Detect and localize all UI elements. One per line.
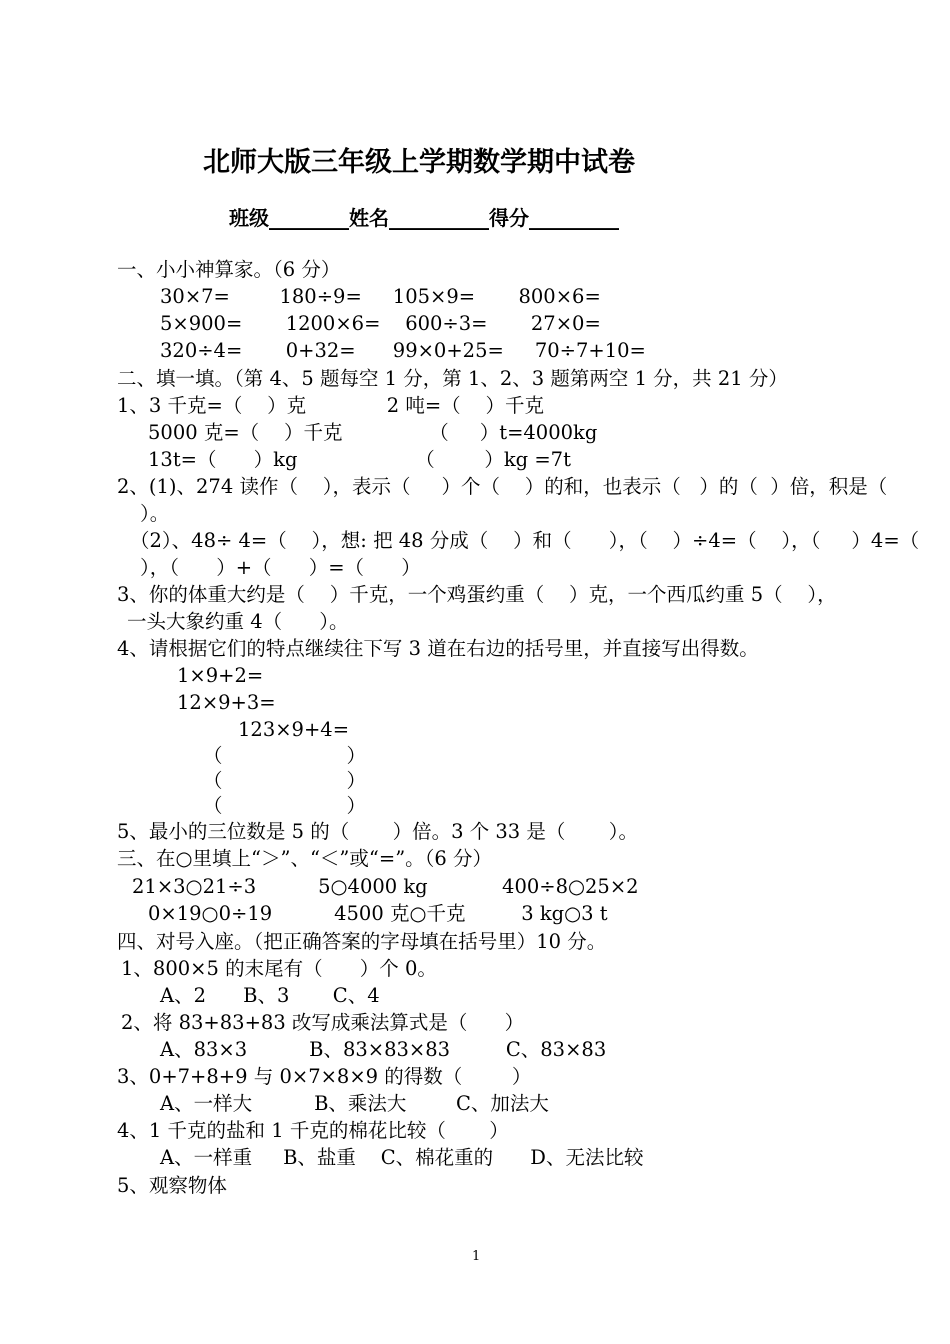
section-4-heading: 四、对号入座。（把正确答案的字母填在括号里）10 分。 xyxy=(117,930,607,953)
q2-4-blank-3: （ ） xyxy=(203,794,366,817)
q2-1-line-2: 5000 克=（ ）千克 （ ）t=4000kg xyxy=(148,421,598,444)
section-1-heading: 一、小小神算家。（6 分） xyxy=(117,258,341,281)
q2-2-2-line-2: ），（ ）+（ ）=（ ） xyxy=(140,556,421,579)
page-title: 北师大版三年级上学期数学期中试卷 xyxy=(203,147,635,178)
q2-2-1-line-1: 2、(1)、274 读作（ ），表示（ ）个（ ）的和，也表示（ ）的（ ）倍，积是（ xyxy=(117,475,888,498)
q4-2-options: A、83×3 B、83×83×83 C、83×83 xyxy=(160,1038,607,1061)
q2-2-2-line-1: （2）、48÷ 4=（ ），想: 把 48 分成（ ）和（ ），（ ）÷4=（ ），（ ）4=（ xyxy=(130,529,920,552)
q2-1-line-1: 1、3 千克=（ ）克 2 吨=（ ）千克 xyxy=(117,394,544,417)
q4-3-question: 3、0+7+8+9 与 0×7×8×9 的得数（ ） xyxy=(117,1065,532,1088)
q2-3-line-2: 一头大象约重 4（ ）。 xyxy=(127,610,349,633)
calc-row-1: 30×7= 180÷9= 105×9= 800×6= xyxy=(160,285,601,308)
calc-row-2: 5×900= 1200×6= 600÷3= 27×0= xyxy=(160,312,601,335)
q2-4-pattern-2: 12×9+3= xyxy=(177,691,276,714)
q2-4-pattern-3: 123×9+4= xyxy=(238,718,350,741)
q2-5-line: 5、最小的三位数是 5 的（ ）倍。3 个 33 是（ ）。 xyxy=(117,820,639,843)
page-number: 1 xyxy=(472,1249,481,1264)
q2-4-blank-2: （ ） xyxy=(203,769,366,792)
q4-4-options: A、一样重 B、盐重 C、棉花重的 D、无法比较 xyxy=(160,1146,644,1169)
q4-4-question: 4、1 千克的盐和 1 千克的棉花比较（ ） xyxy=(117,1119,509,1142)
section-3-heading: 三、在○里填上“＞”、“＜”或“=”。（6 分） xyxy=(117,847,493,870)
q2-4-blank-1: （ ） xyxy=(203,744,366,767)
q4-1-options: A、2 B、3 C、4 xyxy=(160,984,380,1007)
q4-3-options: A、一样大 B、乘法大 C、加法大 xyxy=(160,1092,549,1115)
student-info-line: 班级________姓名__________得分_________ xyxy=(229,206,619,230)
q4-1-question: 1、800×5 的末尾有（ ）个 0。 xyxy=(121,957,437,980)
q2-3-line-1: 3、你的体重大约是（ ）千克，一个鸡蛋约重（ ）克，一个西瓜约重 5（ ）， xyxy=(117,583,837,606)
q4-2-question: 2、将 83+83+83 改写成乘法算式是（ ） xyxy=(121,1011,525,1034)
compare-row-1: 21×3○21÷3 5○4000 kg 400÷8○25×2 xyxy=(132,875,639,898)
q2-4-pattern-1: 1×9+2= xyxy=(177,664,264,687)
q2-4-prompt: 4、请根据它们的特点继续往下写 3 道在右边的括号里，并直接写出得数。 xyxy=(117,637,759,660)
compare-row-2: 0×19○0÷19 4500 克○千克 3 kg○3 t xyxy=(148,902,608,925)
q2-1-line-3: 13t=（ ）kg （ ）kg =7t xyxy=(148,448,571,471)
q4-5-question: 5、观察物体 xyxy=(117,1174,227,1197)
section-2-heading: 二、填一填。（第 4、5 题每空 1 分，第 1、2、3 题第两空 1 分，共 21 分） xyxy=(117,367,788,390)
q2-2-1-line-2: ）。 xyxy=(140,502,170,525)
calc-row-3: 320÷4= 0+32= 99×0+25= 70÷7+10= xyxy=(160,339,646,362)
